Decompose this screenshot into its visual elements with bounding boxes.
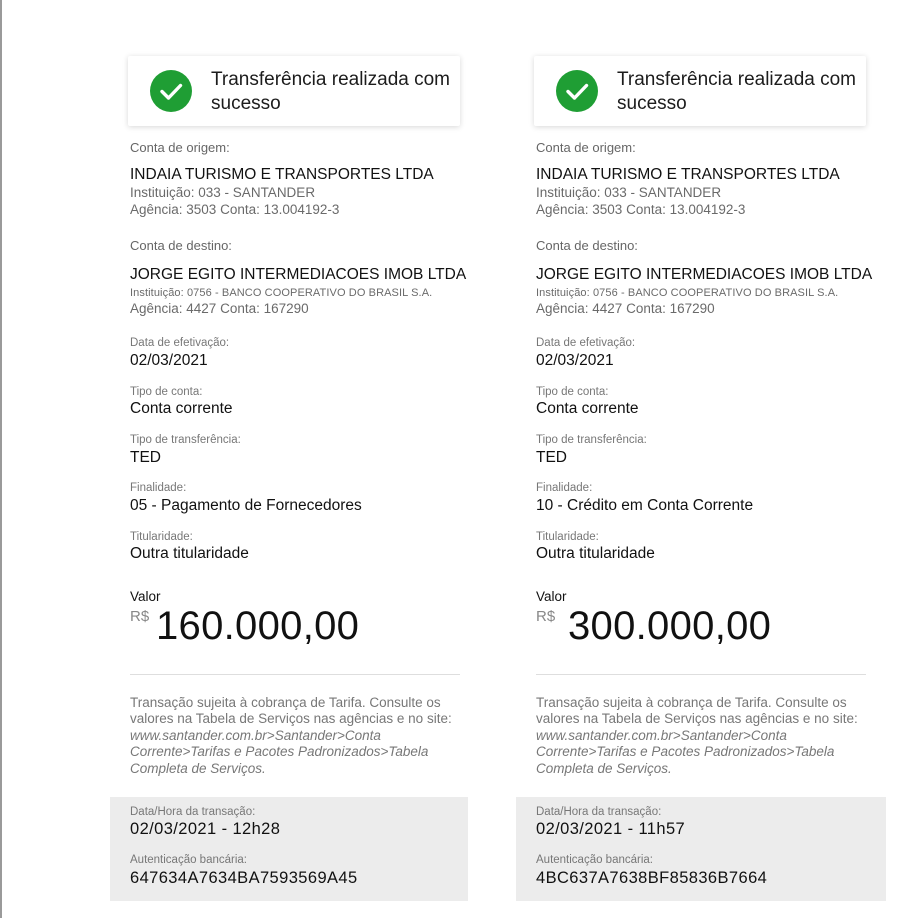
success-title: Transferência realizada com sucesso	[617, 69, 857, 114]
transaction-datetime-value: 02/03/2021 - 12h28	[130, 820, 281, 838]
effective-date-value: 02/03/2021	[130, 352, 208, 369]
amount-label: Valor	[130, 589, 161, 604]
transaction-footer	[110, 797, 468, 901]
transaction-datetime-label: Data/Hora da transação:	[130, 806, 256, 818]
origin-account: Agência: 3503 Conta: 13.004192-3	[130, 202, 340, 217]
transfer-type-label: Tipo de transferência:	[130, 434, 241, 446]
ownership-label: Titularidade:	[130, 531, 193, 543]
account-type-value: Conta corrente	[536, 400, 639, 417]
amount-value: 300.000,00	[568, 604, 772, 648]
account-type-label: Tipo de conta:	[130, 386, 203, 398]
purpose-label: Finalidade:	[536, 482, 593, 494]
origin-institution: Instituição: 033 - SANTANDER	[130, 185, 316, 200]
ownership-value: Outra titularidade	[536, 545, 655, 562]
transfer-type-value: TED	[536, 449, 567, 466]
transfer-type-value: TED	[130, 449, 161, 466]
authentication-value: 647634A7634BA7593569A45	[130, 869, 358, 887]
fee-disclaimer-text: Transação sujeita à cobrança de Tarifa. Consulte os valores na Tabela de Serviços nas agências e no site:	[536, 695, 858, 727]
fee-disclaimer-link: www.santander.com.br>Santander>Conta Corrente>Tarifas e Pacotes Padronizados>Tabela Completa de Serviços.	[130, 727, 429, 776]
check-circle-icon	[556, 70, 598, 112]
account-type-label: Tipo de conta:	[536, 386, 609, 398]
amount-label: Valor	[536, 589, 567, 604]
destination-label: Conta de destino:	[536, 238, 638, 253]
ownership-label: Titularidade:	[536, 531, 599, 543]
check-circle-icon	[150, 70, 192, 112]
purpose-label: Finalidade:	[130, 482, 187, 494]
effective-date-value: 02/03/2021	[536, 352, 614, 369]
origin-label: Conta de origem:	[536, 140, 636, 155]
divider	[536, 674, 866, 675]
page-edge-divider	[0, 0, 2, 918]
origin-institution: Instituição: 033 - SANTANDER	[536, 185, 722, 200]
destination-institution: Instituição: 0756 - BANCO COOPERATIVO DO BRASIL S.A.	[130, 287, 433, 299]
fee-disclaimer	[130, 695, 470, 777]
authentication-label: Autenticação bancária:	[130, 854, 247, 866]
transaction-footer	[516, 797, 886, 901]
authentication-value: 4BC637A7638BF85836B7664	[536, 869, 768, 887]
transfer-receipt-1	[110, 0, 480, 918]
origin-label: Conta de origem:	[130, 140, 230, 155]
effective-date-label: Data de efetivação:	[536, 337, 636, 349]
success-title: Transferência realizada com sucesso	[211, 69, 451, 114]
transaction-datetime-label: Data/Hora da transação:	[536, 806, 662, 818]
destination-label: Conta de destino:	[130, 238, 232, 253]
effective-date-label: Data de efetivação:	[130, 337, 230, 349]
amount-currency: R$	[130, 608, 150, 625]
success-banner	[534, 56, 866, 126]
purpose-value: 10 - Crédito em Conta Corrente	[536, 497, 754, 514]
fee-disclaimer	[536, 695, 876, 777]
authentication-label: Autenticação bancária:	[536, 854, 653, 866]
amount-value: 160.000,00	[156, 604, 360, 648]
fee-disclaimer-link: www.santander.com.br>Santander>Conta Corrente>Tarifas e Pacotes Padronizados>Tabela Completa de Serviços.	[536, 727, 835, 776]
transfer-receipt-2	[516, 0, 886, 918]
transaction-datetime-value: 02/03/2021 - 11h57	[536, 820, 686, 838]
destination-account: Agência: 4427 Conta: 167290	[130, 301, 309, 316]
destination-name: JORGE EGITO INTERMEDIACOES IMOB LTDA	[536, 266, 873, 283]
destination-account: Agência: 4427 Conta: 167290	[536, 301, 715, 316]
destination-institution: Instituição: 0756 - BANCO COOPERATIVO DO BRASIL S.A.	[536, 287, 839, 299]
origin-name: INDAIA TURISMO E TRANSPORTES LTDA	[130, 166, 434, 183]
origin-account: Agência: 3503 Conta: 13.004192-3	[536, 202, 746, 217]
amount-currency: R$	[536, 608, 556, 625]
success-banner	[128, 56, 460, 126]
ownership-value: Outra titularidade	[130, 545, 249, 562]
account-type-value: Conta corrente	[130, 400, 233, 417]
origin-name: INDAIA TURISMO E TRANSPORTES LTDA	[536, 166, 840, 183]
destination-name: JORGE EGITO INTERMEDIACOES IMOB LTDA	[130, 266, 467, 283]
purpose-value: 05 - Pagamento de Fornecedores	[130, 497, 362, 514]
divider	[130, 674, 460, 675]
transfer-type-label: Tipo de transferência:	[536, 434, 647, 446]
fee-disclaimer-text: Transação sujeita à cobrança de Tarifa. Consulte os valores na Tabela de Serviços nas agências e no site:	[130, 695, 452, 727]
